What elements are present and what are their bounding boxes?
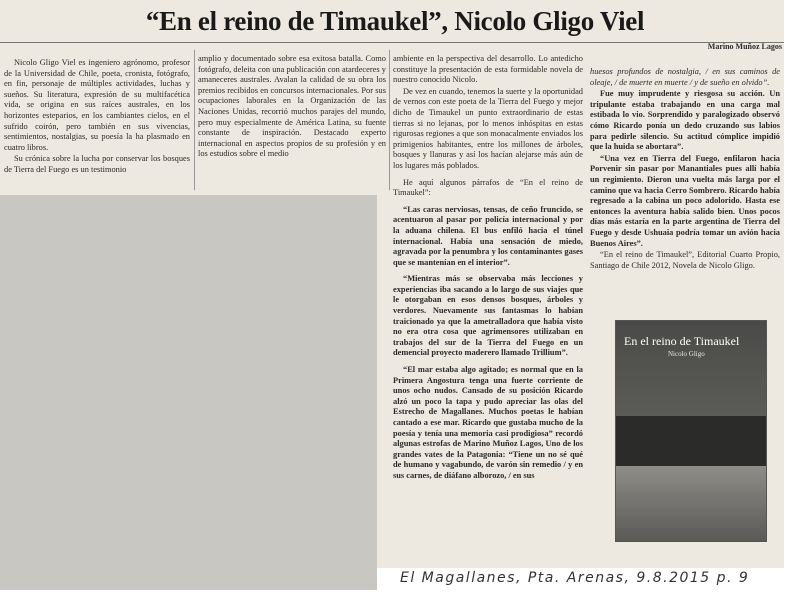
article-title: “En el reino de Timaukel”, Nicolo Gligo Viel: [145, 6, 645, 36]
paragraph: Su crónica sobre la lucha por conservar los bosques de Tierra del Fuego es un testimonio: [4, 154, 190, 174]
paragraph: Nicolo Gligo Viel es ingeniero agrónomo, profesor de la Universidad de Chile, poeta, cronista, fotógrafo, en fin, personaje de múltiples actividades, luchas y sueños. Su literatura, expresión de su multifacética vida, se origina en sus raíces australes, en los horizontes esteparios, en los cambiantes cielos, en el sufrido coirón, pero también en sus vivencias, sentimientos, nostalgias, su poesía la ha plasmado en cuatro libros.: [4, 58, 190, 152]
article-column-4: [590, 67, 780, 272]
photo-placeholder: [0, 195, 377, 590]
paragraph: He aquí algunos párrafos de “En el reino de Timaukel”:: [393, 177, 583, 198]
article-column-1: [4, 58, 190, 177]
book-cover-author: Nicolo Gligo: [668, 350, 705, 358]
quote-paragraph: “Las caras nerviosas, tensas, de ceño fruncido, se acentuaron al pasar por policía internacional y por la aduana chilena. El bus enfiló hacia el túnel internacional. Había una sensación de miedo, agravada por la penumbra y los contaminantes gases que se mantenían en el interior”.: [393, 204, 583, 267]
quote-paragraph: “Mientras más se observaba más lecciones y experiencias iba sacando a lo largo de sus viajes que le otorgaban en esos densos bosques, árboles y verdores. Nuevamente sus fantasmas lo habían traicionado ya que la ametralladora que había visto no era otra cosa que agrimensores utilizaban en trabajos del sur de la Tierra del Fuego en un demencial proyecto maderero llamado Trillium”.: [393, 274, 583, 358]
cover-water-reflection: [616, 466, 766, 541]
article-column-2: [198, 54, 386, 161]
book-cover-title: En el reino de Timaukel: [624, 334, 740, 348]
column-divider: [389, 50, 390, 190]
quote-paragraph: “Una vez en Tierra del Fuego, enfilaron hacia Porvenir sin pasar por Manantiales pues allí había un regimiento. Dieron una vuelta más larga por el camino que va hacia Cerro Sombrero. Ricardo había regresado a la cabina un poco adolorido. Hasta ese entonces la aventura había salido bien. Unos pocos días más estaría en la parte argentina de Tierra del Fuego y desde Ushuaia podría tomar un avión hacia Buenos Aires”.: [590, 153, 780, 248]
paragraph: amplio y documentado sobre esa exitosa batalla. Como fotógrafo, deleita con una publicación con atardeceres y amaneceres australes. Avalan la calidad de su obra los premios recibidos en concursos internacionales. Por sus ocupaciones laborales en la Organización de las Naciones Unidas, recorrió muchos parajes del mundo, pero muy especialmente de América Latina, su fuente constante de inspiración. Destacado experto internacional en aspectos propios de su profesión y en los estudios sobre el medio: [198, 54, 386, 159]
column-divider: [194, 50, 195, 190]
article-column-3: [393, 54, 583, 483]
paragraph: ambiente en la perspectiva del desarrollo. Lo antedicho constituye la presentación de esta formidable novela de nuestro conocido Nicolo.: [393, 54, 583, 85]
cover-forest: [616, 416, 766, 466]
quote-paragraph: Fue muy imprudente y riesgosa su acción. Un tripulante estaba trabajando en una carga mal estibada lo vio. Sorprendido y paralogizado observó cómo Ricardo ponía un dedo cruzando sus labios para pedirle silencio. Su actitud cómplice impidió que la huida se abortara”.: [590, 89, 780, 152]
paragraph: “En el reino de Timaukel”, Editorial Cuarto Propio, Santiago de Chile 2012, Novela de Nicolo Gligo.: [590, 250, 780, 270]
paragraph: huesos profundos de nostalgia, / en sus caminos de oleaje, / de muerte en muerte / y de sueño en olvido”.: [590, 67, 780, 87]
book-cover-image: [615, 320, 767, 542]
handwritten-source-note: El Magallanes, Pta. Arenas, 9.8.2015 p. 9: [400, 570, 750, 586]
article-byline: Marino Muñoz Lagos: [707, 42, 782, 51]
quote-paragraph: “El mar estaba algo agitado; es normal que en la Primera Angostura tenga una fuerte corriente de unos ocho nudos. Cansado de su posición Ricardo alzó un poco la tapa y pudo apreciar las olas del Estrecho de Magallanes. Muchos poetas le habían cantado a ese mar. Ricardo que gustaba mucho de la poesía y tenía una memoria casi prodigiosa” recordó algunas estrofas de Marino Muñoz Lagos, Uno de los grandes vates de la Patagonia: “Tiene un no sé qué de humano y vagabundo, de varón sin remedio / y en sus carnes, de diáfano alborozo, / en sus: [393, 365, 583, 480]
paragraph: De vez en cuando, tenemos la suerte y la oportunidad de vernos con este poeta de la Tierra del Fuego y mejor dicho de Timaukel un punto extraordinario de estas tierras si no lejanas, por lo menos inhóspitas en estas rigurosas regiones a que son monacalmente enviados los primigenios habitantes, entre los millones de árboles, bosques y llanuras y así los hacían alejarse más aún de los lugares más poblados.: [393, 86, 583, 170]
